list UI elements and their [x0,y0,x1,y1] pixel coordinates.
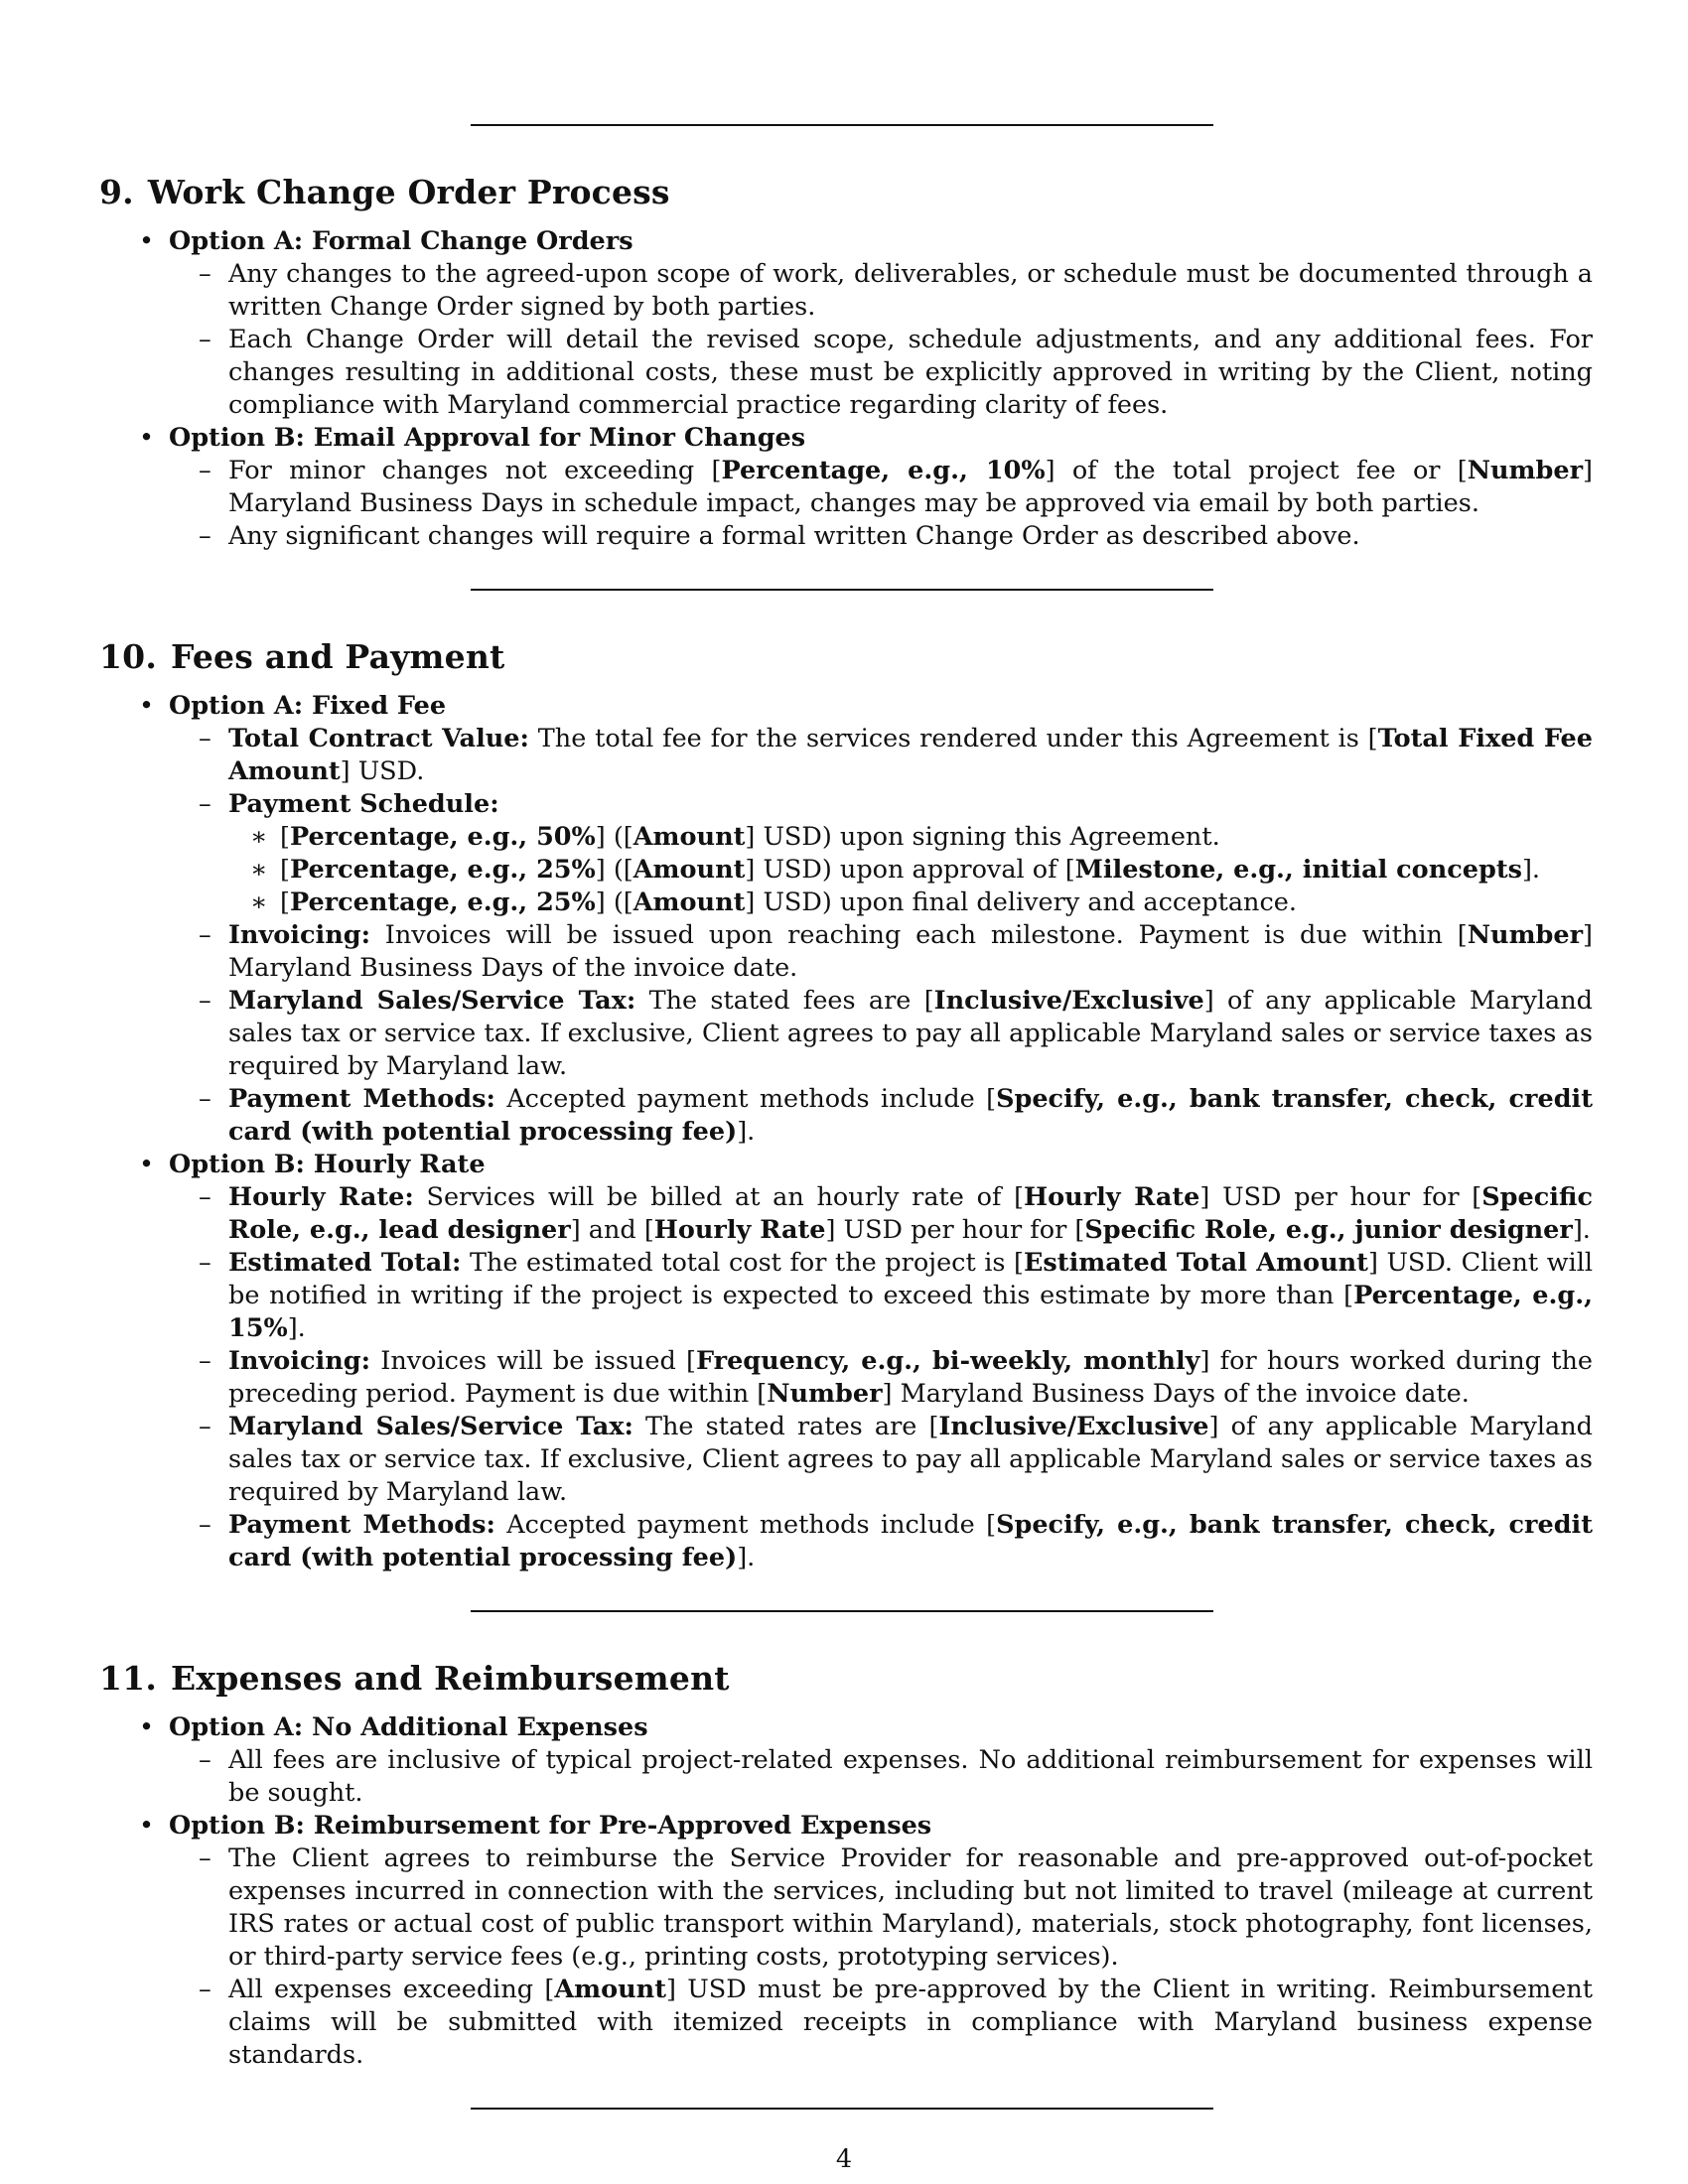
text-run: ] Maryland Business Days in schedule impact, changes may be approved via email by both parties. [228,456,1593,518]
text-run: All expenses exceeding [ [228,1975,555,2004]
text-run: ] USD) upon signing this Agreement. [745,822,1220,852]
clause-list [169,1744,1593,1810]
clause-item [169,1247,1593,1345]
sub-clause-item [228,821,1593,854]
bold-text: Number [767,1379,883,1409]
bold-text: Payment Methods: [228,1084,495,1114]
section-heading [99,1658,1593,1700]
sub-clause-item [228,887,1593,919]
text-run: Any significant changes will require a formal written Change Order as described above. [228,521,1360,551]
clause-item [169,1345,1593,1411]
clause-item [169,1411,1593,1509]
bold-text: Amount [633,855,746,885]
bold-text: Specify, e.g., bank transfer, check, credit card (with potential processing fee) [228,1084,1593,1147]
text-run: Accepted payment methods include [ [494,1510,997,1540]
text-run: [ [280,887,290,917]
section-title: Fees and Payment [171,637,505,676]
text-run: The stated rates are [ [633,1412,939,1441]
bold-text: Percentage, e.g., 25% [289,855,596,885]
option-title: • Option A: Fixed Fee [169,690,1593,723]
text-run: All fees are inclusive of typical project-related expenses. No additional reimbursement for expenses will be sought. [228,1745,1593,1808]
text-run: For minor changes not exceeding [ [228,456,722,485]
section-work-change-order [99,172,1593,553]
clause-item [169,258,1593,324]
clause-item [169,1181,1593,1247]
text-run: ]. [1521,855,1541,885]
clause-item [169,919,1593,985]
bold-text: Specific Role, e.g., junior designer [1084,1215,1573,1245]
text-run: ] ([ [595,855,633,885]
bold-text: Specify, e.g., bank transfer, check, credit card (with potential processing fee) [228,1510,1593,1572]
option-item [99,1149,1593,1574]
horizontal-rule [471,1610,1213,1612]
text-run: The Client agrees to reimburse the Service Provider for reasonable and pre-approved out-of-pocket expenses incurred in connection with the services, including but not limited to travel (mileage at current IRS rates or actual cost of public transport within Maryland), materials, stock photography, font licenses, or third-party service fees (e.g., printing costs, prototyping services). [228,1843,1593,1972]
option-item [99,422,1593,553]
options-list [99,1711,1593,2072]
clause-list [169,1181,1593,1574]
option-title: • Option B: Email Approval for Minor Changes [169,422,1593,455]
clause-item [169,1509,1593,1574]
text-run: ] and [ [570,1215,654,1245]
option-item [99,225,1593,422]
section-heading [99,172,1593,213]
horizontal-rule [471,589,1213,591]
horizontal-rule [471,124,1213,126]
clause-item [169,455,1593,520]
section-expenses-and-reimbursement [99,1658,1593,2072]
bold-text: Estimated Total: [228,1248,462,1278]
bold-text: Hourly Rate: [228,1182,414,1212]
bold-text: Payment Methods: [228,1510,495,1540]
bold-text: Invoicing: [228,1346,370,1376]
sub-clause-list [228,821,1593,919]
text-run: [ [280,855,290,885]
section-heading [99,636,1593,678]
text-run: The stated fees are [ [635,986,934,1016]
option-item [99,690,1593,1149]
section-fees-and-payment [99,636,1593,1574]
bold-text: Inclusive/Exclusive [933,986,1204,1016]
clause-item [169,520,1593,553]
bold-text: Payment Schedule: [228,789,499,819]
bold-text: Inclusive/Exclusive [938,1412,1209,1441]
bold-text: Number [1467,920,1584,950]
option-title: • Option A: Formal Change Orders [169,225,1593,258]
bold-text: Invoicing: [228,920,370,950]
text-run: ] USD per hour for [ [825,1215,1085,1245]
option-title: • Option B: Hourly Rate [169,1149,1593,1181]
clause-item [169,324,1593,422]
bold-text: Total Contract Value: [228,724,529,753]
option-title: • Option B: Reimbursement for Pre-Approved Expenses [169,1810,1593,1843]
text-run: ] USD. Client will be notified in writing if the project is expected to exceed this estimate by more than [ [228,1248,1594,1310]
bold-text: Amount [554,1975,666,2004]
text-run: [ [280,822,290,852]
horizontal-rule [471,2108,1213,2110]
text-run: Invoices will be issued [ [369,1346,696,1376]
text-run: ] of the total project fee or [ [1045,456,1468,485]
text-run: The estimated total cost for the project is [ [461,1248,1024,1278]
text-run: ]. [287,1313,306,1343]
text-run: ]. [737,1117,756,1147]
bold-text: Amount [633,822,746,852]
bold-text: Maryland Sales/Service Tax: [228,1412,633,1441]
section-number: 10. [99,637,158,676]
clause-item [169,788,1593,919]
text-run: Accepted payment methods include [ [494,1084,997,1114]
option-title: • Option A: No Additional Expenses [169,1711,1593,1744]
text-run: ] Maryland Business Days of the invoice date. [882,1379,1470,1409]
bold-text: Hourly Rate [1024,1182,1200,1212]
section-title: Expenses and Reimbursement [171,1659,730,1698]
text-run: ] of any applicable Maryland sales tax or service tax. If exclusive, Client agrees to pay all applicable Maryland sales or service taxes as required by Maryland law. [228,986,1593,1081]
clause-list [169,455,1593,553]
text-run: Each Change Order will detail the revised scope, schedule adjustments, and any additional fees. For changes resulting in additional costs, these must be explicitly approved in writing by the Client, noting compliance with Maryland commercial practice regarding clarity of fees. [228,325,1593,420]
option-item [99,1711,1593,1810]
text-run: Any changes to the agreed-upon scope of work, deliverables, or schedule must be documented through a written Change Order signed by both parties. [228,259,1593,322]
option-item [99,1810,1593,2072]
text-run: ]. [737,1543,756,1572]
text-run: Services will be billed at an hourly rate of [ [413,1182,1025,1212]
text-run: ] for hours worked during the preceding period. Payment is due within [ [228,1346,1594,1409]
text-run: ] of any applicable Maryland sales tax or service tax. If exclusive, Client agrees to pay all applicable Maryland sales or service taxes as required by Maryland law. [228,1412,1593,1507]
section-number: 9. [99,173,134,211]
text-run: ] USD per hour for [ [1199,1182,1482,1212]
clause-item [169,985,1593,1083]
text-run: ] ([ [595,822,633,852]
bold-text: Milestone, e.g., initial concepts [1074,855,1522,885]
bold-text: Hourly Rate [653,1215,826,1245]
clause-list [169,1843,1593,2072]
section-number: 11. [99,1659,158,1698]
clause-item [169,1843,1593,1974]
text-run: ] Maryland Business Days of the invoice date. [228,920,1593,983]
options-list [99,225,1593,553]
page-number: 4 [835,2144,853,2174]
bold-text: Estimated Total Amount [1024,1248,1368,1278]
bold-text: Maryland Sales/Service Tax: [228,986,636,1016]
bold-text: Specific Role, e.g., lead designer [228,1182,1593,1245]
clause-list [169,258,1593,422]
text-run: ] USD must be pre-approved by the Client in writing. Reimbursement claims will be submitted with itemized receipts in compliance with Maryland business expense standards. [228,1975,1593,2070]
bold-text: Amount [633,887,746,917]
clause-item [169,1744,1593,1810]
bold-text: Percentage, e.g., 50% [289,822,596,852]
text-run: Invoices will be issued upon reaching each milestone. Payment is due within [ [369,920,1468,950]
bold-text: Percentage, e.g., 10% [721,456,1046,485]
section-title: Work Change Order Process [147,173,670,211]
text-run: ] ([ [595,887,633,917]
text-run: ] USD) upon approval of [ [745,855,1075,885]
bold-text: Percentage, e.g., 25% [289,887,596,917]
clause-item [169,1974,1593,2072]
text-run: ]. [1572,1215,1591,1245]
clause-list [169,723,1593,1149]
bold-text: Frequency, e.g., bi-weekly, monthly [695,1346,1200,1376]
bold-text: Number [1467,456,1584,485]
clause-item [169,723,1593,788]
clause-item [169,1083,1593,1149]
text-run: The total fee for the services rendered under this Agreement is [ [528,724,1378,753]
bold-text: Percentage, e.g., 15% [228,1281,1593,1343]
bold-text: Total Fixed Fee Amount [228,724,1593,786]
text-run: ] USD) upon final delivery and acceptance. [745,887,1297,917]
sub-clause-item [228,854,1593,887]
document-page [99,0,1593,2110]
options-list [99,690,1593,1574]
text-run: ] USD. [340,756,425,786]
